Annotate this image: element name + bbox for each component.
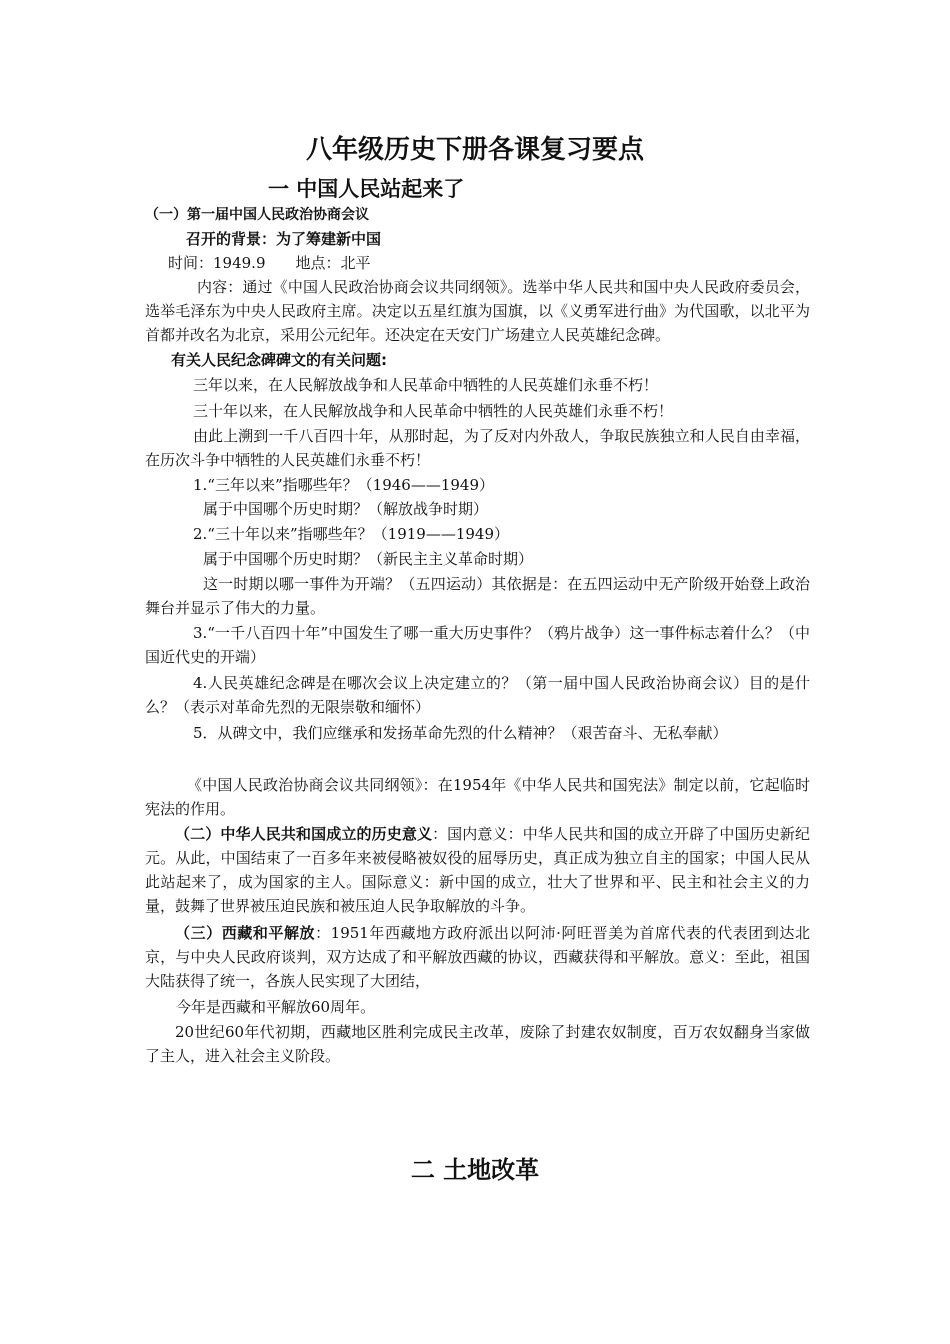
inscription-line-2: 三十年以来，在人民解放战争和人民革命中牺牲的人民英雄们永垂不朽！: [193, 402, 674, 420]
background-line: 召开的背景：为了筹建新中国: [186, 230, 382, 248]
tibet-reform-paragraph: 20世纪60年代初期，西藏地区胜利完成民主改革，废除了封建农奴制度，百万农奴翻身当家做了主人，进入社会主义阶段。: [145, 1023, 810, 1065]
inscription-line-1: 三年以来，在人民解放战争和人民革命中牺牲的人民英雄们永垂不朽！: [193, 376, 659, 394]
lesson1-heading: 一 中国人民站起来了: [268, 177, 465, 201]
question-3: 3.“一千八百四十年”中国发生了哪一重大历史事件？（鸦片战争）这一事件标志着什么？（中国近代史的开端）: [145, 624, 810, 666]
question-2-period: 属于中国哪个历史时期？（新民主主义革命时期）: [203, 550, 534, 568]
section1-heading: （一）第一届中国人民政治协商会议: [145, 207, 369, 223]
question-5: 5．从碑文中，我们应继承和发扬革命先烈的什么精神？（艰苦奋斗、无私奉献）: [193, 724, 728, 742]
time-place-line: 时间：1949.9 地点：北平: [168, 254, 371, 272]
section2-text: ：国内意义：中华人民共和国的成立开辟了中国历史新纪元。从此，中国结束了一百多年来被侵略被奴役的屈辱历史，真正成为独立自主的国家；中国人民从此站起来了，成为国家的主人。国际意义：新中国的成立，壮大了世界和平、民主和社会主义的力量，鼓舞了世界被压迫民族和被压迫人民争取解放的斗争。: [145, 825, 810, 915]
gangling-paragraph: 《中国人民政治协商会议共同纲领》：在1954年《中华人民共和国宪法》制定以前，它起临时宪法的作用。: [145, 776, 810, 818]
document-title: 八年级历史下册各课复习要点: [305, 135, 644, 165]
monument-heading: 有关人民纪念碑碑文的有关问题:: [171, 351, 388, 369]
tibet-anniversary-line: 今年是西藏和平解放60周年。: [176, 998, 376, 1016]
section3-label: （三）西藏和平解放: [175, 924, 316, 942]
question-2-start: 这一时期以哪一事件为开端？（五四运动）其依据是：在五四运动中无产阶级开始登上政治舞台并显示了伟大的力量。: [145, 575, 810, 617]
question-1-period: 属于中国哪个历史时期？（解放战争时期）: [203, 500, 489, 518]
content-paragraph: 内容：通过《中国人民政治协商会议共同纲领》。选举中华人民共和国中央人民政府委员会，选举毛泽东为中央人民政府主席。决定以五星红旗为国旗，以《义勇军进行曲》为代国歌，以北平为首都并改名为北京，采用公元纪年。还决定在天安门广场建立人民英雄纪念碑。: [145, 278, 810, 344]
section3-paragraph: [145, 921, 810, 993]
section2-paragraph: [145, 822, 810, 918]
question-2: 2.“三十年以来”指哪些年？（1919——1949）: [193, 525, 509, 543]
lesson2-heading: 二 土地改革: [410, 1156, 540, 1184]
section2-label: （二）中华人民共和国成立的历史意义: [175, 825, 433, 843]
question-4: 4.人民英雄纪念碑是在哪次会议上决定建立的？（第一届中国人民政治协商会议）目的是什么？（表示对革命先烈的无限崇敬和缅怀）: [145, 674, 810, 716]
section3-text: ：1951年西藏地方政府派出以阿沛·阿旺晋美为首席代表的代表团到达北京，与中央人民政府谈判，双方达成了和平解放西藏的协议，西藏获得和平解放。意义：至此，祖国大陆获得了统一，各族人民实现了大团结，: [145, 924, 810, 990]
question-1: 1.“三年以来”指哪些年？（1946——1949）: [193, 476, 494, 494]
inscription-line-3: 由此上溯到一千八百四十年，从那时起，为了反对内外敌人，争取民族独立和人民自由幸福，在历次斗争中牺牲的人民英雄们永垂不朽！: [145, 427, 810, 469]
